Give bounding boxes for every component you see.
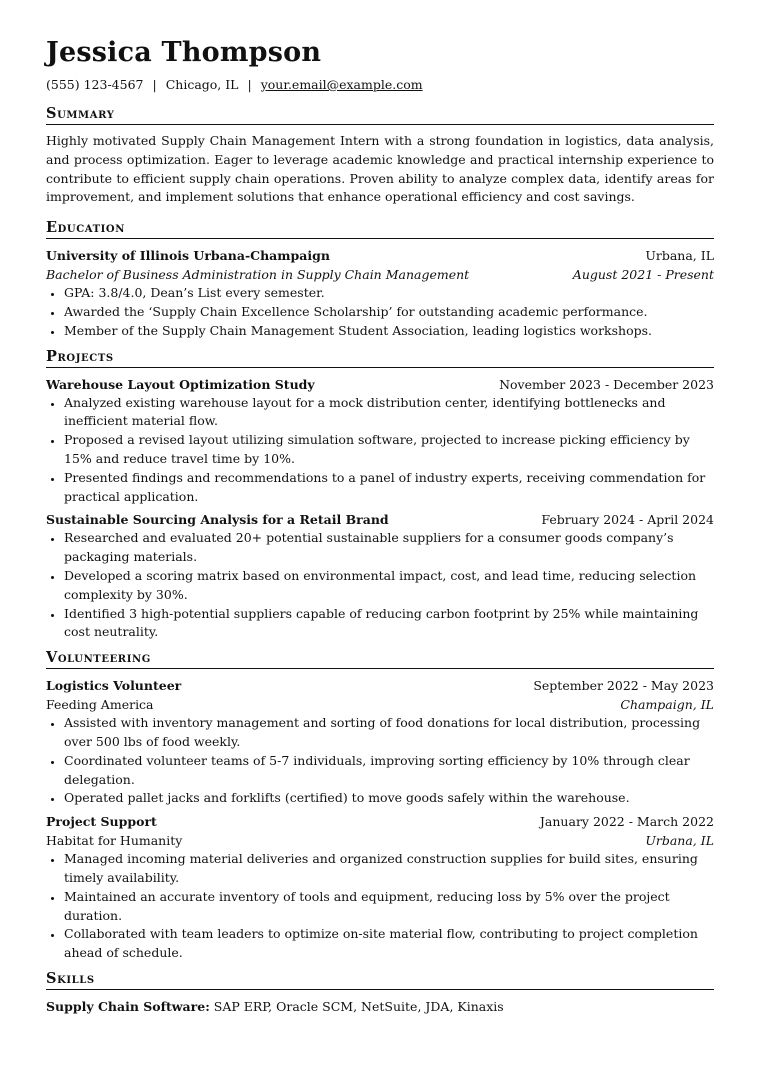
skills-line bbox=[46, 997, 714, 1016]
project-entry bbox=[46, 375, 714, 507]
volunteer-org: Habitat for Humanity bbox=[46, 833, 183, 849]
list-item: • Assisted with inventory management and sorting of food donations for local distribution, processing over 500 lbs of food weekly. bbox=[64, 714, 714, 752]
project-name: Warehouse Layout Optimization Study bbox=[46, 376, 315, 392]
volunteer-bullets bbox=[46, 850, 714, 963]
list-item: • Proposed a revised layout utilizing simulation software, projected to increase picking efficiency by 15% and reduce travel time by 10%. bbox=[64, 431, 714, 469]
resume-page bbox=[46, 36, 714, 1022]
school-name: University of Illinois Urbana-Champaign bbox=[46, 248, 330, 264]
project-dates: November 2023 - December 2023 bbox=[499, 376, 714, 392]
phone-text: (555) 123-4567 bbox=[46, 77, 144, 92]
list-item: • Awarded the ‘Supply Chain Excellence Scholarship’ for outstanding academic performance. bbox=[64, 303, 714, 322]
contact-line bbox=[46, 76, 714, 94]
skills-section bbox=[46, 969, 714, 1016]
summary-section bbox=[46, 104, 714, 207]
list-item: • Researched and evaluated 20+ potential sustainable suppliers for a consumer goods company’s packaging materials. bbox=[64, 529, 714, 567]
list-item: • Developed a scoring matrix based on environmental impact, cost, and lead time, reducing selection complexity by 30%. bbox=[64, 567, 714, 605]
volunteer-location: Champaign, IL bbox=[620, 697, 714, 713]
school-location: Urbana, IL bbox=[645, 248, 714, 264]
candidate-name: Jessica Thompson bbox=[46, 37, 322, 68]
projects-section bbox=[46, 347, 714, 643]
email-link[interactable]: your.email@example.com bbox=[260, 77, 423, 92]
volunteer-entry bbox=[46, 812, 714, 963]
volunteer-dates: September 2022 - May 2023 bbox=[533, 678, 714, 694]
summary-text: Highly motivated Supply Chain Management Intern with a strong foundation in logistics, data analysis, and process optimization. Eager to leverage academic knowledge and practical internship experience to contribute to efficient supply chain operations. Proven ability to analyze complex data, identify areas for improvement, and implement solutions that enhance operational efficiency and cost savings. bbox=[46, 133, 714, 205]
education-entry bbox=[46, 246, 714, 340]
project-bullets bbox=[46, 529, 714, 642]
location-text: Chicago, IL bbox=[165, 77, 239, 92]
volunteer-org: Feeding America bbox=[46, 697, 154, 713]
projects-heading: Projects bbox=[46, 347, 714, 368]
list-item: • Identified 3 high-potential suppliers capable of reducing carbon footprint by 25% while maintaining cost neutrality. bbox=[64, 605, 714, 643]
list-item: • Analyzed existing warehouse layout for a mock distribution center, identifying bottlenecks and inefficient material flow. bbox=[64, 394, 714, 432]
list-item: • Coordinated volunteer teams of 5-7 individuals, improving sorting efficiency by 10% through clear delegation. bbox=[64, 752, 714, 790]
list-item: • Maintained an accurate inventory of tools and equipment, reducing loss by 5% over the project duration. bbox=[64, 888, 714, 926]
volunteer-role: Project Support bbox=[46, 814, 157, 830]
list-item: • Collaborated with team leaders to optimize on-site material flow, contributing to project completion ahead of schedule. bbox=[64, 925, 714, 963]
volunteer-role: Logistics Volunteer bbox=[46, 678, 182, 694]
volunteer-dates: January 2022 - March 2022 bbox=[539, 814, 714, 830]
list-item: • Managed incoming material deliveries and organized construction supplies for build sites, ensuring timely availability. bbox=[64, 850, 714, 888]
volunteer-entry bbox=[46, 676, 714, 808]
summary-heading: Summary bbox=[46, 104, 714, 125]
separator: | bbox=[247, 77, 252, 92]
list-item: • GPA: 3.8/4.0, Dean’s List every semester. bbox=[64, 284, 714, 303]
project-dates: February 2024 - April 2024 bbox=[541, 512, 714, 528]
volunteering-section bbox=[46, 648, 714, 963]
education-bullets bbox=[46, 284, 714, 340]
education-section bbox=[46, 218, 714, 340]
skills-label: Supply Chain Software: bbox=[46, 998, 210, 1014]
skills-heading: Skills bbox=[46, 969, 714, 990]
education-heading: Education bbox=[46, 218, 714, 239]
degree-name: Bachelor of Business Administration in Supply Chain Management bbox=[46, 267, 470, 283]
list-item: • Member of the Supply Chain Management Student Association, leading logistics workshops. bbox=[64, 322, 714, 341]
project-entry bbox=[46, 510, 714, 642]
project-bullets bbox=[46, 394, 714, 507]
volunteer-bullets bbox=[46, 714, 714, 808]
education-dates: August 2021 - Present bbox=[572, 267, 714, 283]
separator: | bbox=[152, 77, 157, 92]
list-item: • Operated pallet jacks and forklifts (certified) to move goods safely within the warehouse. bbox=[64, 789, 714, 808]
skills-value: SAP ERP, Oracle SCM, NetSuite, JDA, Kinaxis bbox=[213, 998, 504, 1014]
volunteering-heading: Volunteering bbox=[46, 648, 714, 669]
volunteer-location: Urbana, IL bbox=[645, 833, 714, 849]
list-item: • Presented findings and recommendations to a panel of industry experts, receiving commendation for practical application. bbox=[64, 469, 714, 507]
project-name: Sustainable Sourcing Analysis for a Retail Brand bbox=[46, 512, 389, 528]
